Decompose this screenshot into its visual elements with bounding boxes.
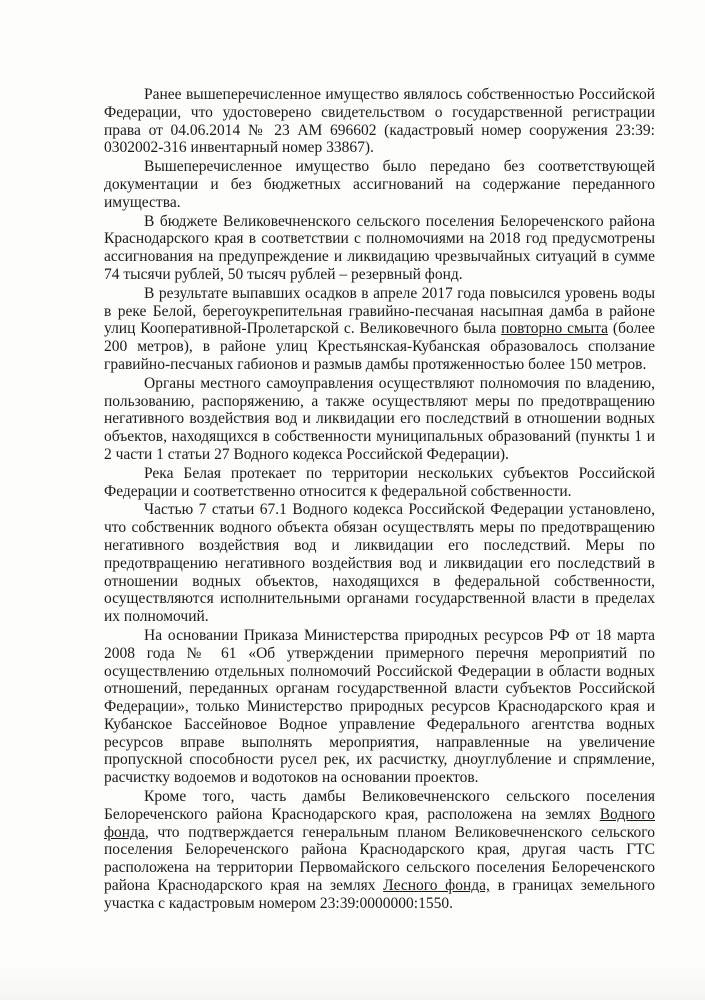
underlined-text: Водного фонда xyxy=(104,805,655,841)
paragraph-land-category xyxy=(104,788,655,913)
scan-shadow xyxy=(0,960,705,1000)
paragraph-property-origin: Ранее вышеперечисленное имущество являлось собственностью Российской Федерации, что удостоверено свидетельством о государственной регистрации права от 04.06.2014 № 23 АМ 696602 (кадастровый номер сооружения 23:39: 0302002-316 инвентарный номер 33867). xyxy=(104,86,655,157)
text-run: , что подтверждается генеральным планом Великовечненского сельского поселения Белореченского района Краснодарского края, другая часть ГТС расположена на территории Первомайского сельского поселения Белореченского района Краснодарского края на землях xyxy=(104,823,655,895)
paragraph-ministry-order: На основании Приказа Министерства природных ресурсов РФ от 18 марта 2008 года № 61 «Об утверждении примерного перечня мероприятий по осуществлению отдельных полномочий Российской Федерации в области водных отношений, переданных органам государственной власти субъектов Российской Федерации», только Министерство природных ресурсов Краснодарского края и Кубанское Бассейновое Водное управление Федерального агентства водных ресурсов вправе выполнять мероприятия, направленные на увеличение пропускной способности русел рек, их расчистку, дноуглубление и спрямление, расчистку водоемов и водотоков на основании проектов. xyxy=(104,626,655,787)
paragraph-budget: В бюджете Великовечненского сельского поселения Белореченского района Краснодарского края в соответствии с полномочиями на 2018 год предусмотрены ассигнования на предупреждение и ликвидацию чрезвычайных ситуаций в сумме 74 тысячи рублей, 50 тысяч рублей – резервный фонд. xyxy=(104,212,655,283)
text-run: Кроме того, часть дамбы Великовечненского сельского поселения Белореченского района Краснодарского края, расположена на землях xyxy=(104,788,655,823)
underlined-text: повторно смыта xyxy=(501,320,609,338)
paragraph-transfer: Вышеперечисленное имущество было передано без соответствующей документации и без бюджетных ассигнований на содержание переданного имущества. xyxy=(104,158,655,211)
text-run: В результате выпавших осадков в апреле 2017 года повысился уровень воды в реке Белой, берегоукрепительная гравийно-песчаная насыпная дамба в районе улиц Кооперативной-Пролетарской с. Великовечного была xyxy=(104,284,655,338)
text-run: в границах земельного участка с кадастровым номером 23:39:0000000:1550. xyxy=(104,877,655,912)
paragraph-river-belaya: Река Белая протекает по территории нескольких субъектов Российской Федерации и соответственно относится к федеральной собственности. xyxy=(104,464,655,500)
text-run: (более 200 метров), в районе улиц Крестьянская-Кубанская образовалось сползание гравийно-песчаных габионов и размыв дамбы протяженностью более 150 метров. xyxy=(104,320,655,373)
paragraph-flood-damage xyxy=(104,285,655,374)
underlined-text: Лесного фонда, xyxy=(383,877,490,895)
paragraph-local-authority: Органы местного самоуправления осуществляют полномочия по владению, пользованию, распоряжению, а также осуществляют меры по предотвращению негативного воздействия вод и ликвидации его последствий в отношении водных объектов, находящихся в собственности муниципальных образований (пункты 1 и 2 части 1 статьи 27 Водного кодекса Российской Федерации). xyxy=(104,374,655,463)
paragraph-water-code: Частью 7 статьи 67.1 Водного кодекса Российской Федерации установлено, что собственник водного объекта обязан осуществлять меры по предотвращению негативного воздействия вод и ликвидации его последствий. Меры по предотвращению негативного воздействия вод и ликвидации его последствий в отношении водных объектов, находящихся в федеральной собственности, осуществляются исполнительными органами государственной власти в пределах их полномочий. xyxy=(104,501,655,626)
